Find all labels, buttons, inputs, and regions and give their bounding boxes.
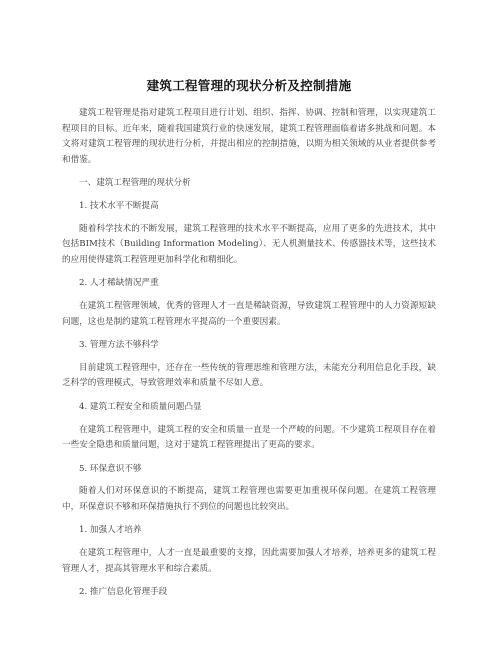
measure-paragraph-1: 在建筑工程管理中，人才一直是最重要的支撑，因此需要加强人才培养，培养更多的建筑工程管理人才，提高其管理水平和综合素质。 (62, 548, 436, 574)
measure-heading-1: 1. 加强人才培养 (79, 525, 142, 536)
item-heading-1: 1. 技术水平不断提高 (79, 200, 159, 211)
measure-heading-2: 2. 推广信息化管理手段 (79, 587, 168, 598)
item-heading-2: 2. 人才稀缺情况严重 (79, 278, 159, 289)
document-title: 建筑工程管理的现状分析及控制措施 (146, 78, 352, 93)
intro-paragraph: 建筑工程管理是指对建筑工程项目进行计划、组织、指挥、协调、控制和管理，以实现建筑工程项目的目标。近年来，随着我国建筑行业的快速发展，建筑工程管理面临着诸多挑战和问题。本文将对建筑工程管理的现状进行分析，并提出相应的控制措施，以期为相关领域的从业者提供参考和借鉴。 (62, 108, 436, 165)
item-paragraph-2: 在建筑工程管理领域，优秀的管理人才一直是稀缺资源，导致建筑工程管理中的人力资源短缺问题，这也是制约建筑工程管理水平提高的一个重要因素。 (62, 300, 436, 327)
item-heading-5: 5. 环保意识不够 (79, 463, 142, 474)
item-heading-4: 4. 建筑工程安全和质量问题凸显 (79, 401, 202, 412)
item-paragraph-5: 随着人们对环保意识的不断提高，建筑工程管理也需要更加重视环保问题。在建筑工程管理中，环保意识不够和环保措施执行不到位的问题也比较突出。 (62, 486, 436, 512)
item-paragraph-4: 在建筑工程管理中，建筑工程的安全和质量一直是一个严峻的问题。不少建筑工程项目存在着一些安全隐患和质量问题，这对于建筑工程管理提出了更高的要求。 (62, 424, 436, 451)
section-heading-1: 一、建筑工程管理的现状分析 (79, 178, 191, 189)
item-paragraph-3: 目前建筑工程管理中，还存在一些传统的管理思维和管理方法，未能充分利用信息化手段，缺乏科学的管理模式，导致管理效率和质量不尽如人意。 (62, 362, 436, 389)
item-heading-3: 3. 管理方法不够科学 (79, 340, 159, 351)
item-paragraph-1: 随着科学技术的不断发展，建筑工程管理的技术水平不断提高，应用了更多的先进技术，其中包括BIM技术（Building Information Modeling）、无人机测量技术、传感器技术等，这些技术的应用使得建筑工程管理更加科学化和精细化。 (62, 223, 436, 265)
